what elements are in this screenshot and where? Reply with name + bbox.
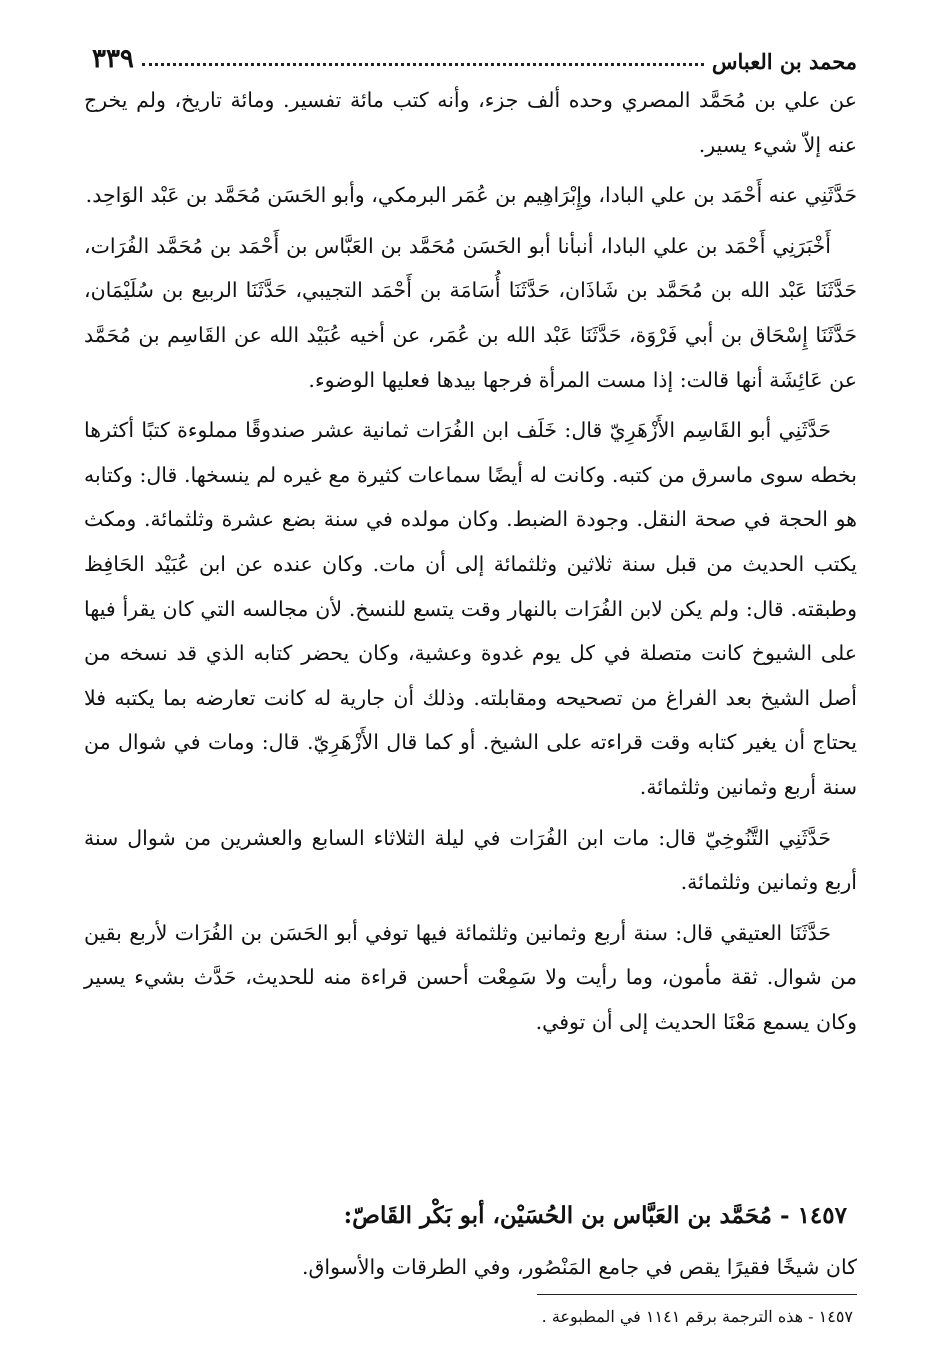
header-leader-dots — [142, 62, 704, 66]
paragraph-hadith: أَخْبَرَنِي أَحْمَد بن علي البادا، أنبأنا أبو الحَسَن مُحَمَّد بن العَبَّاس بن أَحْمَد بن مُحَمَّد الفُرَات، حَدَّثَنَا عَبْد الله بن مُحَمَّد بن شَاذَان، حَدَّثَنَا أُسَامَة بن أَحْمَد التجيبي، حَدَّثَنَا الربيع بن سُلَيْمَان، حَدَّثَنَا إِسْحَاق بن أبي فَرْوَة، حَدَّثَنَا عَبْد الله بن عُمَر، عن أخيه عُبَيْد الله عن القَاسِم بن مُحَمَّد عن عَائِشَة أنها قالت: إذا مست المرأة فرجها بيدها فعليها الوضوء. — [84, 233, 857, 392]
paragraph-azhari: حَدَّثَنِي أبو القَاسِم الأَزْهَرِيّ قال: خَلَف ابن الفُرَات ثمانية عشر صندوقًا مملوءة كتبًا أكثرها بخطه سوى ماسرق من كتبه. وكانت له أيضًا سماعات كثيرة مع غيره لم ينسخها. قال: وكتابه هو الحجة في صحة النقل. وجودة الضبط. وكان مولده في سنة بضع عشرة وثلثمائة. ومكث يكتب الحديث من قبل سنة ثلاثين وثلثمائة إلى أن مات. وكان عنده عن ابن عُبَيْد الحَافِظ وطبقته. قال: ولم يكن لابن الفُرَات بالنهار وقت يتسع للنسخ. لأن مجالسه التي كان يقرأ فيها على الشيوخ كانت متصلة في كل يوم غدوة وعشية، وكان يحضر كتابه الذي قد نسخه من أصل الشيخ بعد الفراغ من تصحيحه ومقابلته. وذلك أن جارية له كانت تعارضه بما يكتبه فلا يحتاج أن يغير كتابه وقت قراءته على الشيخ. أو كما قال الأَزْهَرِيّ. قال: ومات في شوال من سنة أربع وثمانين وثلثمائة. — [84, 418, 857, 799]
page-header — [92, 34, 857, 74]
paragraph-narrators: حَدَّثَنِي عنه أَحْمَد بن علي البادا، وإِبْرَاهِيم بن عُمَر البرمكي، وأبو الحَسَن مُحَمَّد بن عَبْد الوَاحِد. — [85, 183, 857, 208]
footnote-divider — [537, 1294, 857, 1295]
paragraph-tanukhi: حَدَّثَنِي التَّنُوخِيّ قال: مات ابن الفُرَات في ليلة الثلاثاء السابع والعشرين من شوال سنة أربع وثمانين وثلثمائة. — [84, 825, 857, 895]
entry-text: كان شيخًا فقيرًا يقص في جامع المَنْصُور، وفي الطرقات والأسواق. — [301, 1255, 857, 1279]
paragraph-continuation: عن علي بن مُحَمَّد المصري وحده ألف جزء، وأنه كتب مائة تفسير. ومائة تاريخ، ولم يخرج عنه إلاّ شيء يسير. — [84, 88, 857, 157]
entry-heading: ١٤٥٧ - مُحَمَّد بن العَبَّاس بن الحُسَيْن، أبو بَكْر القَاصّ: — [343, 1202, 847, 1229]
footnote: ١٤٥٧ - هذه الترجمة برقم ١١٤١ في المطبوعة . — [541, 1307, 853, 1326]
main-text — [84, 78, 857, 1044]
running-title: محمد بن العباس — [711, 49, 857, 74]
page-number: ٣٣٩ — [92, 44, 134, 74]
paragraph-atiqi: حَدَّثَنَا العتيقي قال: سنة أربع وثمانين وثلثمائة فيها توفي أبو الحَسَن بن الفُرَات لأربع بقين من شوال. ثقة مأمون، وما رأيت ولا سَمِعْت أحسن قراءة منه للحديث، حَدَّث بشيء يسير وكان يسمع مَعْنَا الحديث إلى أن توفي. — [84, 920, 857, 1034]
